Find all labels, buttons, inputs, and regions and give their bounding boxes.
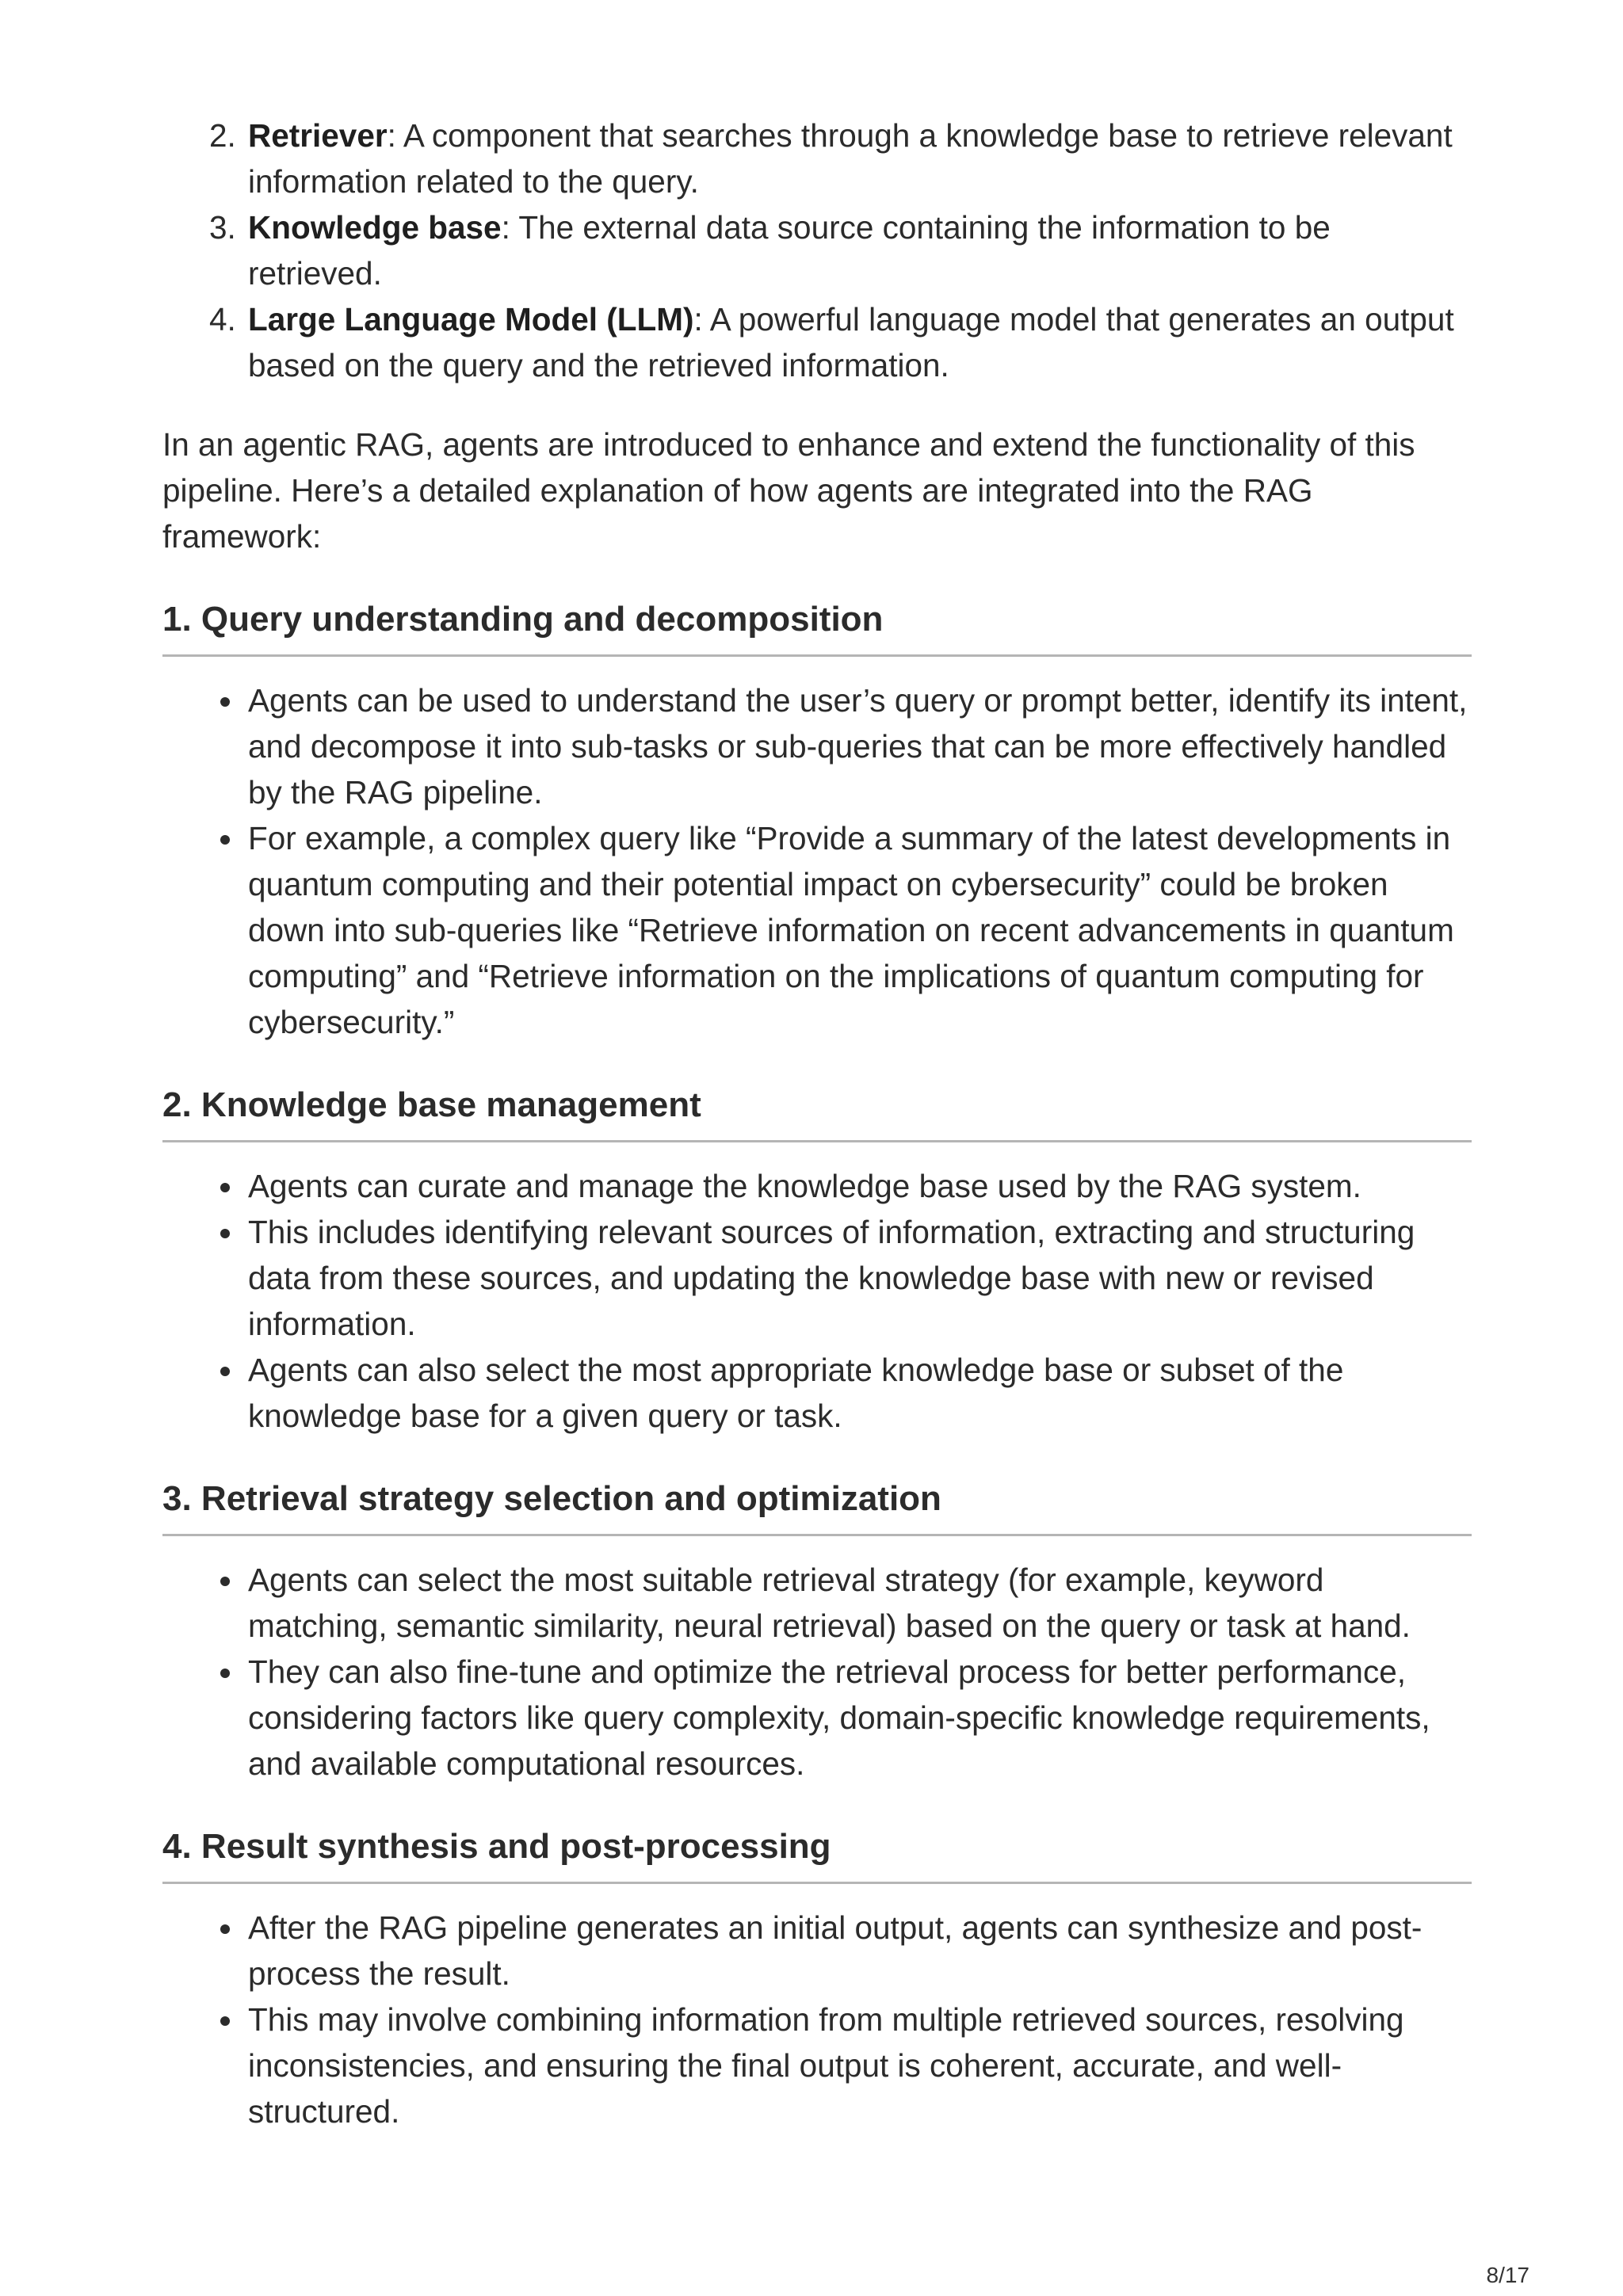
section-result-synthesis	[162, 1825, 1472, 2134]
bullet-list	[162, 677, 1472, 1045]
list-item-term: Retriever	[248, 117, 388, 154]
bullet-list	[162, 1163, 1472, 1439]
list-item-text: : The external data source containing the information to be retrieved.	[248, 209, 1331, 292]
list-item-term: Knowledge base	[248, 209, 502, 246]
section-heading: 1. Query understanding and decomposition	[162, 597, 1472, 657]
bullet-item: • Agents can be used to understand the user’s query or prompt better, identify its intent, and decompose it into sub-tasks or sub-queries that can be more effectively handled by the RAG pipeline.	[245, 677, 1472, 815]
section-knowledge-base-management	[162, 1083, 1472, 1439]
document-page	[162, 113, 1472, 2134]
bullet-item: • For example, a complex query like “Provide a summary of the latest developments in quantum computing and their potential impact on cybersecurity” could be broken down into sub-queries like “Retrieve information on recent advancements in quantum computing” and “Retrieve information on the implications of quantum computing for cybersecurity.”	[245, 815, 1472, 1045]
section-heading: 2. Knowledge base management	[162, 1083, 1472, 1142]
bullet-item: • This includes identifying relevant sources of information, extracting and structuring data from these sources, and updating the knowledge base with new or revised information.	[245, 1209, 1472, 1347]
list-item-text: : A powerful language model that generates an output based on the query and the retrieved information.	[248, 301, 1454, 383]
list-item	[245, 204, 1472, 296]
bullet-item: • This may involve combining information from multiple retrieved sources, resolving inconsistencies, and ensuring the final output is coherent, accurate, and well-structured.	[245, 1997, 1472, 2134]
section-query-understanding	[162, 597, 1472, 1045]
section-heading: 3. Retrieval strategy selection and optimization	[162, 1477, 1472, 1536]
bullet-item: • After the RAG pipeline generates an initial output, agents can synthesize and post-process the result.	[245, 1905, 1472, 1997]
bullet-item: • They can also fine-tune and optimize the retrieval process for better performance, considering factors like query complexity, domain-specific knowledge requirements, and available computational resources.	[245, 1649, 1472, 1787]
bullet-list	[162, 1557, 1472, 1787]
component-list	[162, 113, 1472, 388]
bullet-item: • Agents can curate and manage the knowledge base used by the RAG system.	[245, 1163, 1472, 1209]
page-number: 8/17	[1486, 2263, 1529, 2287]
section-heading: 4. Result synthesis and post-processing	[162, 1825, 1472, 1884]
list-item-text: : A component that searches through a knowledge base to retrieve relevant information related to the query.	[248, 117, 1453, 200]
intro-paragraph: In an agentic RAG, agents are introduced to enhance and extend the functionality of this pipeline. Here’s a detailed explanation of how agents are integrated into the RAG framework:	[162, 426, 1415, 555]
bullet-item: • Agents can select the most suitable retrieval strategy (for example, keyword matching, semantic similarity, neural retrieval) based on the query or task at hand.	[245, 1557, 1472, 1649]
list-item	[245, 113, 1472, 204]
bullet-item: • Agents can also select the most appropriate knowledge base or subset of the knowledge base for a given query or task.	[245, 1347, 1472, 1439]
list-item-term: Large Language Model (LLM)	[248, 301, 694, 338]
bullet-list	[162, 1905, 1472, 2134]
section-retrieval-strategy	[162, 1477, 1472, 1787]
list-item	[245, 296, 1472, 388]
